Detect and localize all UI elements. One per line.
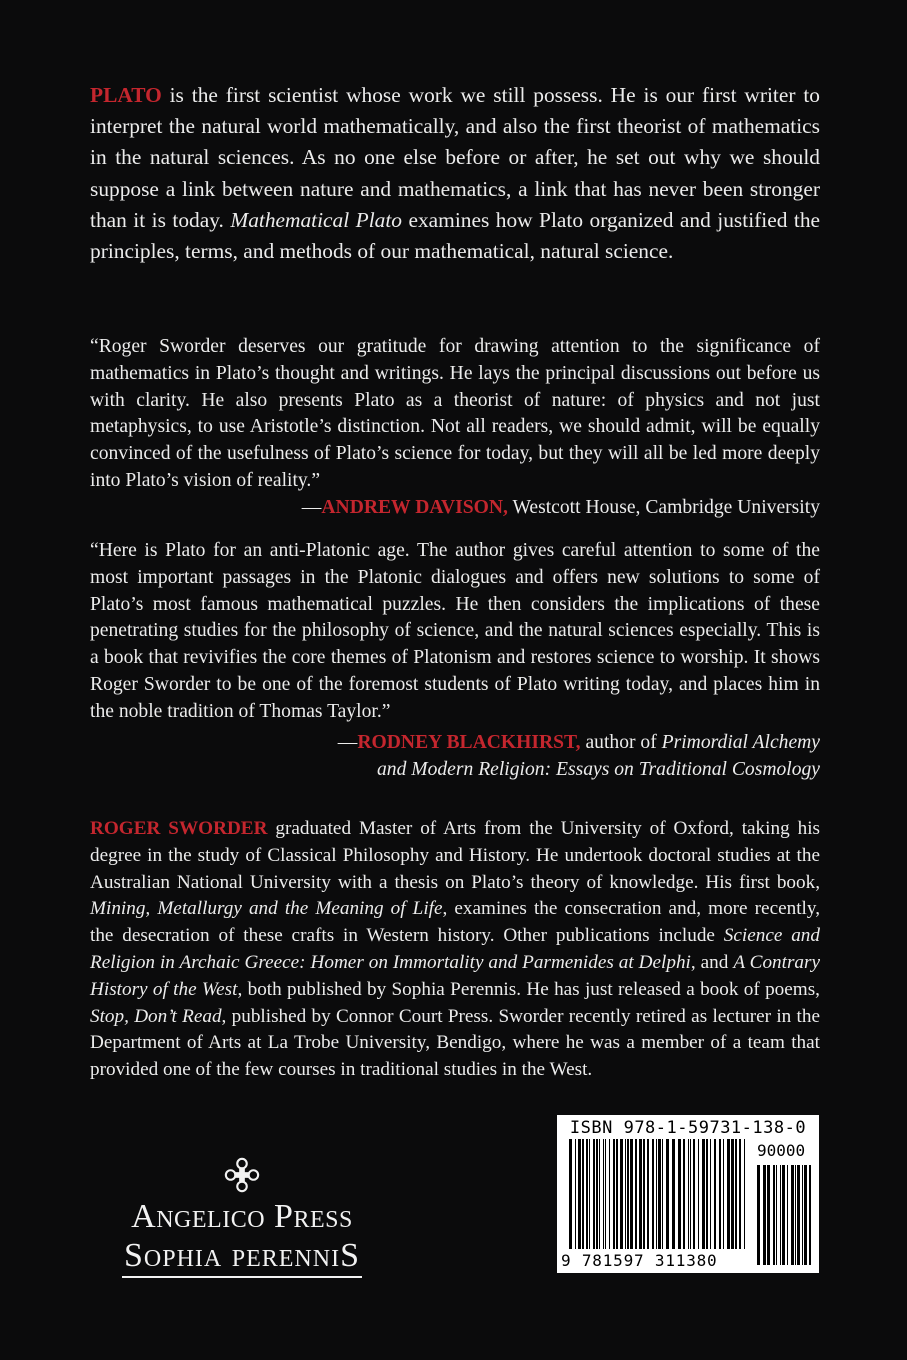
publisher-logo [92, 1156, 392, 1278]
attribution-affiliation: Westcott House, Cambridge University [507, 497, 820, 518]
isbn-label: ISBN 978-1-59731-138-0 [569, 1118, 807, 1138]
attribution-davison [220, 495, 820, 522]
bio-text: , published by Connor Court Press. Sworder recently retired as lecturer in the Department of Arts at La Trobe University, Bendigo, where he was a member of a team that provided one of the few courses in traditional studies in the West. [90, 1005, 820, 1081]
quote-davison: “Roger Sworder deserves our gratitude for drawing attention to the significance of mathematics in Plato’s thought and writings. He lays the principal discussions out before us with clarity. He also presents Plato as a theorist of nature: of physics and not just metaphysics, to use Aristotle’s distinction. Not all readers, we should admit, will be equally convinced of the usefulness of Plato’s science for today, but they will all be led more deeply into Plato’s vision of reality.” [90, 336, 820, 491]
intro-lead: PLATO [90, 83, 162, 107]
bio-text: graduated Master of Arts from the University of Oxford, taking his degree in the study of Classical Philosophy and History. He undertook doctoral studies at the Australian National University with a thesis on Plato’s theory of knowledge. His first book, [90, 818, 820, 893]
cross-icon [223, 1156, 261, 1194]
bio-book-title: Stop, Don’t Read [90, 1005, 222, 1027]
intro-text-1: is the first scientist whose work we still possess. He is our first writer to interpret the natural world mathematically, and also the first theorist of mathematics in the natural sciences. As no one else before or after, he set out why we should suppose a link between nature and mathematics, a link that has never been stronger than it is today. [90, 83, 820, 232]
attribution-book-1: Primordial Alchemy [661, 732, 820, 753]
bio-book-title: Science and Religion in Archaic Greece: Homer on Immortality and Parmenides at Delphi [90, 925, 820, 973]
bio-text: , examines the consecration and, more recently, the desecration of these crafts in Western history. Other publications include [90, 898, 820, 947]
intro-text-2: examines how Plato organized and justified the principles, terms, and methods of our mathematical, natural science. [90, 207, 821, 264]
attribution-name: RODNEY BLACKHIRST, [357, 732, 581, 753]
barcode [557, 1115, 819, 1273]
attribution-blackhirst [220, 730, 820, 784]
bio-name: ROGER SWORDER [90, 818, 268, 839]
bio-book-title: Mining, Metallurgy and the Meaning of Life [90, 898, 443, 920]
bio-book-title: A Contrary History of the West [90, 951, 821, 1000]
barcode-digits: 9 781597 311380 [561, 1251, 718, 1270]
publisher-name-2: Sophia perenniS [122, 1236, 362, 1278]
bio-text: , both published by Sophia Perennis. He has just released a book of poems, [237, 978, 820, 1000]
attribution-dash: — [337, 732, 358, 753]
author-bio [90, 816, 820, 1084]
attribution-book-2: and Modern Religion: Essays on Traditional Cosmology [376, 758, 820, 780]
publisher-name-1: Angelico Press [131, 1198, 353, 1235]
intro-paragraph [90, 80, 820, 267]
attribution-name: ANDREW DAVISON, [321, 497, 508, 518]
attribution-affiliation: author of [580, 732, 662, 753]
barcode-bars-icon [557, 1115, 819, 1273]
price-code: 90000 [757, 1141, 806, 1160]
intro-book-title: Mathematical Plato [230, 207, 403, 232]
bio-text: , and [690, 951, 734, 973]
quote-blackhirst: “Here is Plato for an anti-Platonic age. The author gives careful attention to some of the most important passages in the Platonic dialogues and offers new solutions to some of Plato’s most famous mathematical puzzles. He then considers the implications of these penetrating studies for the philosophy of science, and the natural sciences especially. This is a book that revivifies the core themes of Platonism and restores science to worship. It shows Roger Sworder to be one of the foremost students of Plato writing today, and places him in the noble tradition of Thomas Taylor.” [90, 540, 820, 722]
attribution-dash: — [301, 497, 322, 518]
